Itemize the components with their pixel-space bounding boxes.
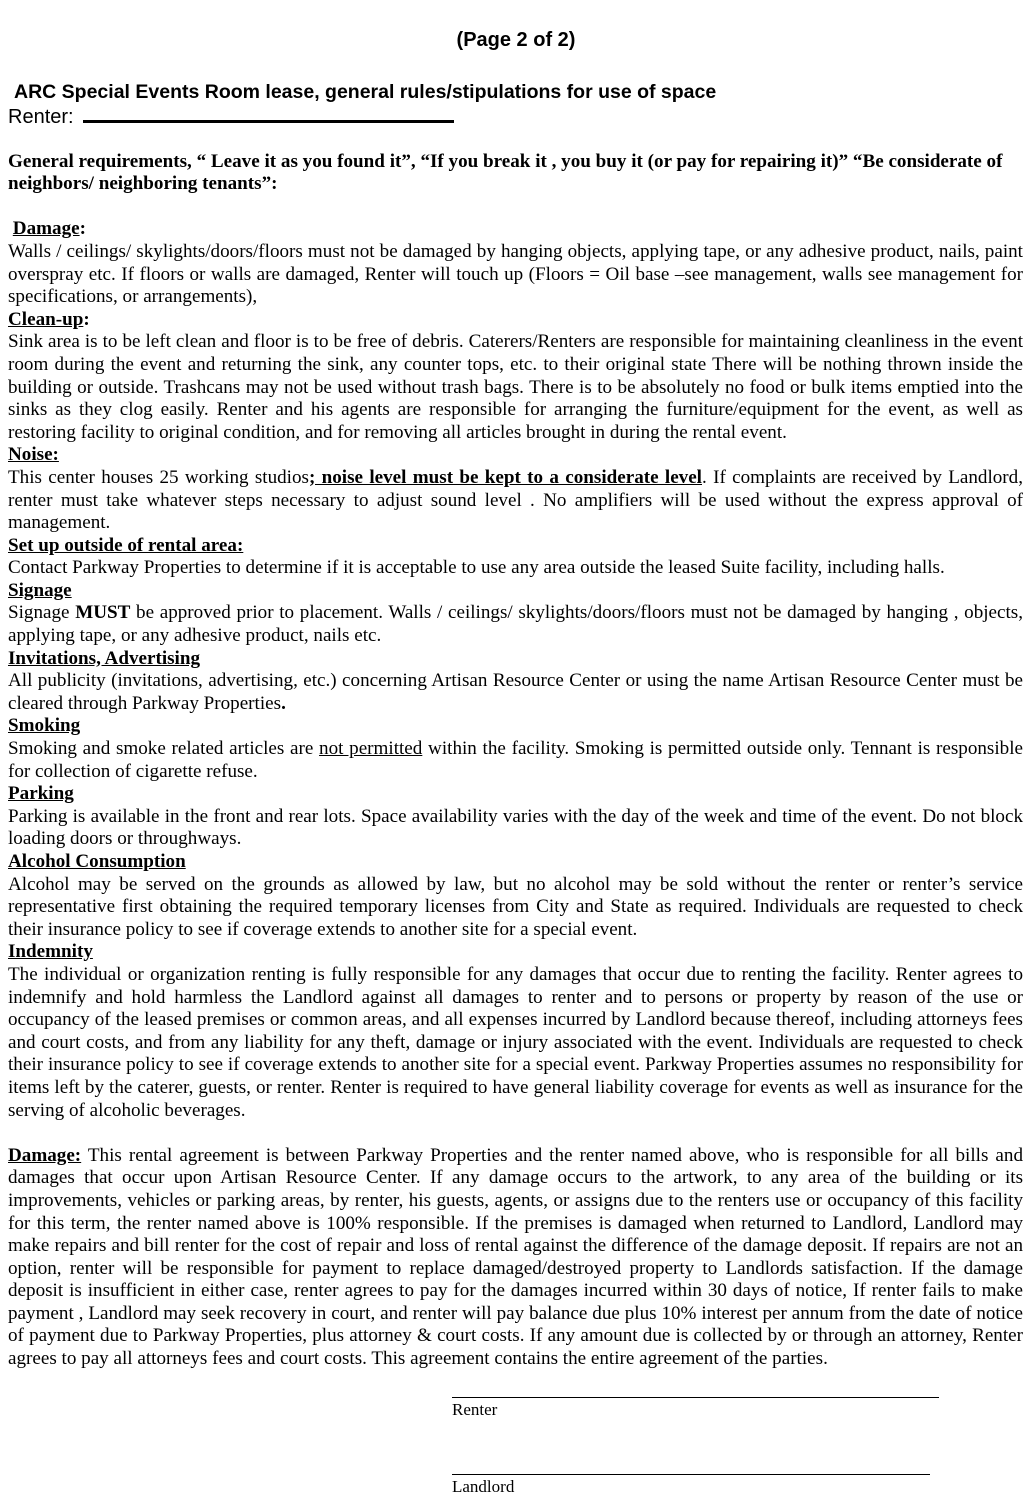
invitations-text-strong: . (281, 692, 286, 714)
signature-area (452, 1397, 1032, 1497)
section-heading-alcohol-label: Alcohol Consumption (8, 851, 186, 872)
section-heading-damage-label: Damage (12, 218, 80, 240)
section-body-signage (8, 602, 1023, 647)
spacer (8, 1122, 1023, 1145)
smoking-text-part1: Smoking and smoke related articles are (8, 738, 320, 760)
section-heading-parking (8, 783, 1023, 806)
section-body-setup: Contact Parkway Properties to determine if it is acceptable to use any area outside the leased Suite facility, including halls. (8, 557, 945, 579)
signature-block-landlord (452, 1474, 1032, 1497)
renter-fill-in-rule[interactable] (83, 120, 454, 123)
page-title: ARC Special Events Room lease, general rules/stipulations for use of space (14, 81, 717, 103)
section-heading-noise-label: Noise: (8, 444, 59, 466)
section-body-alcohol: Alcohol may be served on the grounds as allowed by law, but no alcohol may be sold without the renter or renter’s service representative first obtaining the required temporary licenses from City and State as required. Individuals are requested to check their insurance policy to see if coverage extends to another site for a special event. (8, 873, 1023, 940)
section-heading-damage (8, 218, 1023, 241)
section-heading-indemnity (8, 941, 1023, 964)
renter-field-label: Renter: (8, 106, 74, 128)
section-body-damage: Walls / ceilings/ skylights/doors/floors must not be damaged by hanging objects, applying tape, or any adhesive product, nails, paint overspray etc. If floors or walls are damaged, Renter will touch up (Floors = Oil base –see management, walls see management for specifications, or arrangements), (8, 240, 1023, 308)
signature-block-renter (452, 1397, 1032, 1420)
invitations-text-part1: All publicity (invitations, advertising, etc.) concerning Artisan Resource Center or using the name Artisan Resource Center must be cleared through Parkway Properties (8, 670, 1023, 714)
section-body-noise (8, 467, 1023, 535)
section-heading-noise (8, 444, 1023, 467)
noise-text-part2: . If complaints are received by Landlord, renter must take whatever steps necessary to adjust sound level . No amplifiers will be used without the express approval of management. (8, 466, 1023, 534)
renter-signature-label: Renter (452, 1399, 498, 1419)
spacer (8, 128, 1023, 151)
spacer (8, 196, 1023, 219)
section-heading-damage-suffix: : (79, 218, 86, 240)
renter-field-row (8, 107, 1032, 128)
section-heading-alcohol (8, 851, 1023, 874)
section-body-parking: Parking is available in the front and rear lots. Space availability varies with the day of the week and time of the event. Do not block loading doors or throughways. (8, 805, 1023, 850)
section-heading-setup-label: Set up outside of rental area: (8, 534, 244, 556)
section-heading-cleanup (8, 309, 1023, 332)
section-body-invitations (8, 670, 1023, 715)
general-requirements-paragraph: General requirements, “ Leave it as you found it”, “If you break it , you buy it (or pay for repairing it)” “Be considerate of neighbors/ neighboring tenants”: (8, 150, 1003, 195)
section-heading-cleanup-label: Clean-up (8, 308, 84, 330)
section-heading-invitations-label: Invitations, Advertising (8, 647, 201, 669)
section-heading-invitations (8, 648, 1023, 671)
section-body-cleanup: Sink area is to be left clean and floor is to be free of debris. Caterers/Renters are responsible for maintaining cleanliness in the event room during the event and returning the sink, any counter tops, etc. to their original state There will be nothing thrown inside the building or outside. Trashcans may not be used without trash bags. There is to be absolutely no food or bulk items emptied into the sinks as they clog easily. Renter and his agents are responsible for arranging the furniture/equipment for the event, as well as restoring facility to original condition, and for removing all articles brought in during the rental event. (8, 331, 1023, 443)
section-body-indemnity: The individual or organization renting is fully responsible for any damages that occur due to renting the facility. Renter agrees to indemnify and hold harmless the Landlord against all damages to renter and to persons or property by reason of the use or occupancy of the leased premises or common areas, and all expenses incurred by Landlord because thereof, including attorneys fees and court costs, and from any liability for any theft, damage or injury associated with the event. Individuals are requested to check their insurance policy to see if coverage extends to another site for a special event. Parkway Properties assumes no responsibility for items left by the caterer, guests, or renter. Renter is required to have general liability coverage for events as well as insurance for the serving of alcoholic beverages. (8, 963, 1023, 1121)
section-heading-smoking-label: Smoking (8, 715, 81, 737)
section-body-damage-final (8, 1145, 1023, 1371)
section-heading-indemnity-label: Indemnity (8, 941, 93, 963)
section-heading-smoking (8, 715, 1023, 738)
noise-text-part1: This center houses 25 working studios (8, 466, 309, 488)
document-body (8, 128, 1023, 1371)
signage-text-part1: Signage (8, 602, 76, 624)
page-number: (Page 2 of 2) (456, 29, 576, 51)
smoking-text-underline: not permitted (319, 738, 423, 760)
section-heading-parking-label: Parking (8, 783, 74, 805)
section-heading-damage-final-label: Damage: (8, 1144, 82, 1166)
landlord-signature-label: Landlord (452, 1476, 515, 1496)
signage-text-part2: be approved prior to placement. Walls / ceilings/ skylights/doors/floors must not be damaged by hanging , objects, applying tape, or any adhesive product, nails etc. (8, 602, 1024, 647)
signage-text-strong: MUST (75, 602, 131, 624)
section-heading-setup (8, 535, 1023, 558)
noise-text-emphasis: ; noise level must be kept to a considerate level (308, 466, 702, 488)
smoking-text-part2: within the facility. Smoking is permitted outside only. Tennant is responsible for collection of cigarette refuse. (8, 738, 1023, 782)
section-heading-signage-label: Signage (8, 579, 72, 601)
section-heading-signage (8, 580, 1023, 603)
damage-final-text: This rental agreement is between Parkway Properties and the renter named above, who is responsible for all bills and damages that occur upon Artisan Resource Center. If any damage occurs to the artwork, to any area of the building or its improvements, vehicles or parking areas, by renter, his guests, agents, or assigns due to the renters use or occupancy of this facility for this term, the renter named above is 100% responsible. If the premises is damaged when returned to Landlord, Landlord may make repairs and bill renter for the cost of repair and loss of rental against the difference of the damage deposit. If repairs are not an option, renter will be responsible for payment to replace damaged/destroyed property to Landlords satisfaction. If the damage deposit is insufficient in either case, renter agrees to pay for the damages incurred within 30 days of notice, If renter fails to make payment , Landlord may seek recovery in court, and renter will pay balance due plus 10% interest per annum from the date of notice of payment due to Parkway Properties, plus attorney & court costs. If any amount due is collected by or through an attorney, Renter agrees to pay all attorneys fees and court costs. This agreement contains the entire agreement of the parties. (8, 1144, 1023, 1370)
section-body-smoking (8, 738, 1023, 783)
section-heading-cleanup-suffix: : (83, 308, 90, 330)
